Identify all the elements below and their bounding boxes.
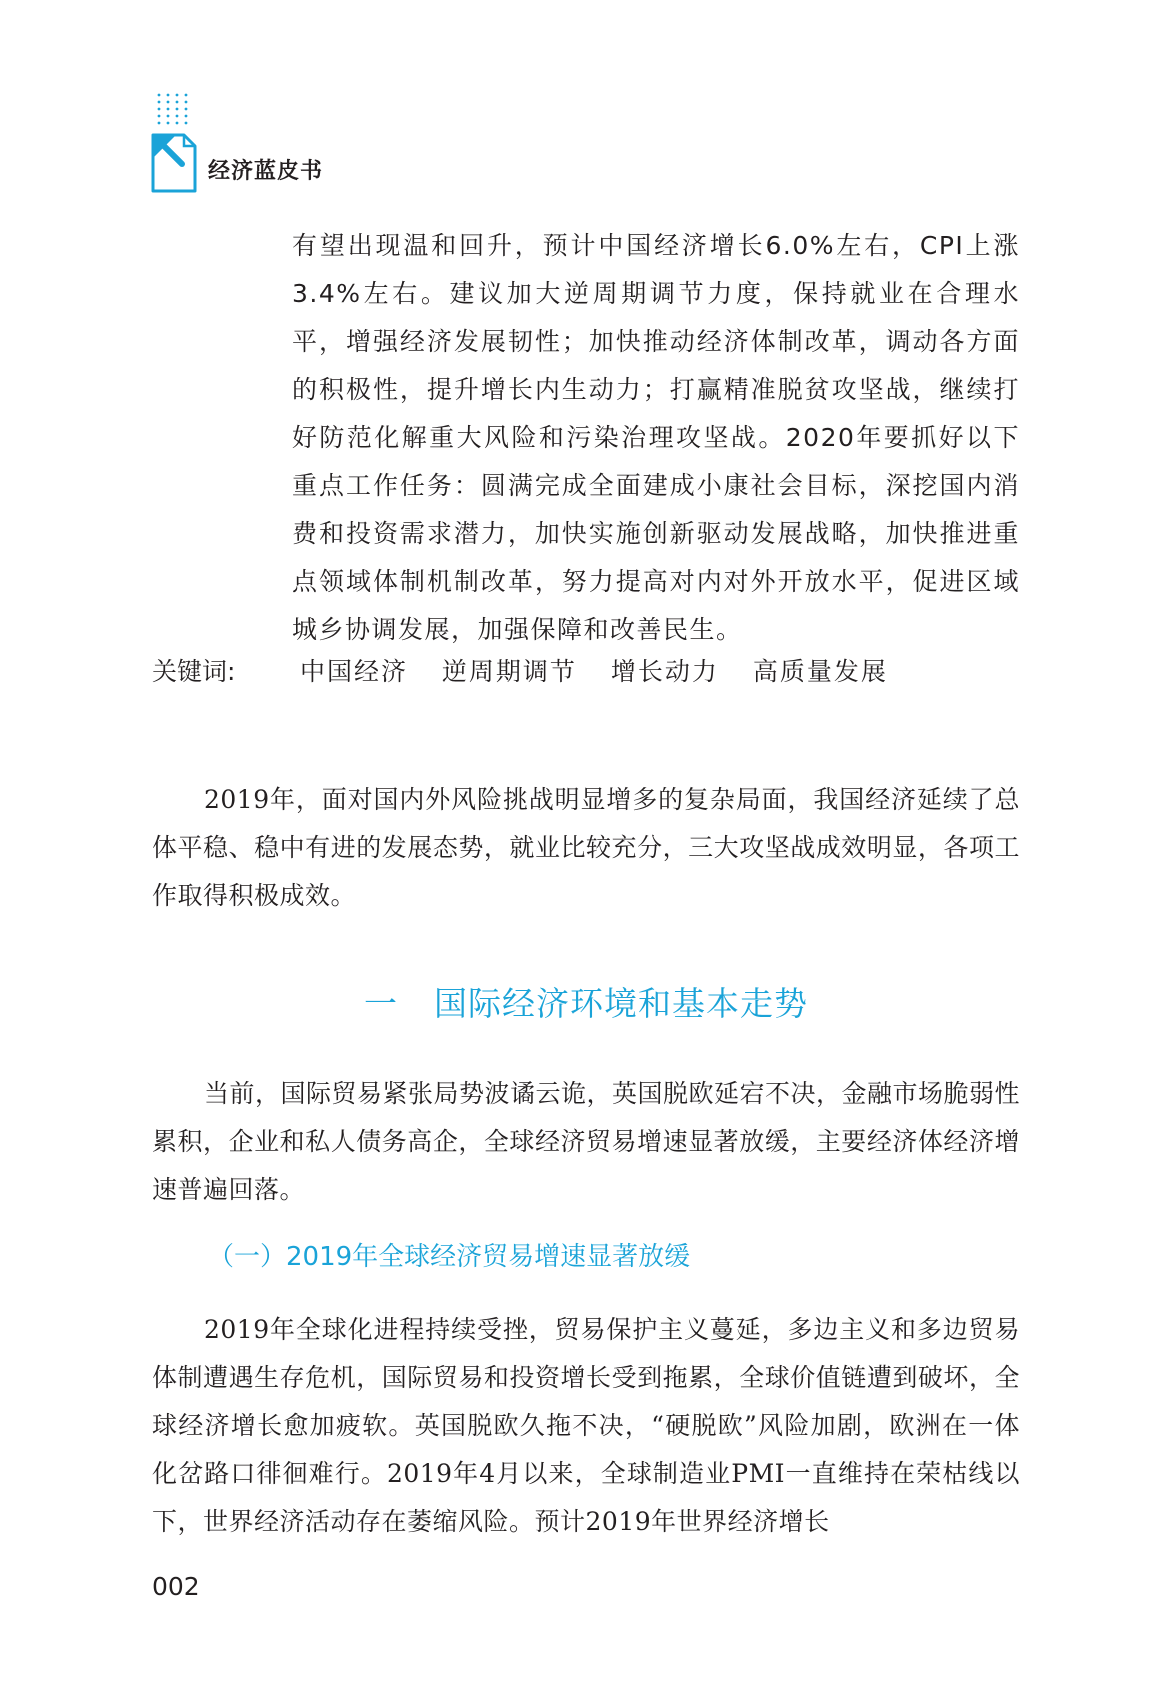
keyword-item: 增长动力 xyxy=(610,657,719,686)
section-heading xyxy=(152,978,1020,1025)
book-series-title: 经济蓝皮书 xyxy=(208,159,324,184)
book-logo-icon xyxy=(150,132,198,194)
subsection-paragraph: 2019年全球化进程持续受挫，贸易保护主义蔓延，多边主义和多边贸易体制遭遇生存危机，国际贸易和投资增长受到拖累，全球价值链遭到破坏，全球经济增长愈加疲软。英国脱欧久拖不决，“硬脱欧”风险加剧，欧洲在一体化岔路口徘徊难行。2019年4月以来，全球制造业PMI一直维持在荣枯线以下，世界经济活动存在萎缩风险。预计2019年世界经济增长 xyxy=(152,1315,1020,1536)
section-number: 一 xyxy=(364,984,398,1023)
keywords-line xyxy=(152,648,1032,696)
keyword-item: 中国经济 xyxy=(299,657,408,686)
dot-grid-icon xyxy=(156,92,192,130)
section-paragraph: 当前，国际贸易紧张局势波谲云诡，英国脱欧延宕不决，金融市场脆弱性累积，企业和私人债务高企，全球经济贸易增速显著放缓，主要经济体经济增速普遍回落。 xyxy=(152,1079,1021,1204)
page-number: 002 xyxy=(152,1572,200,1601)
section-title: 国际经济环境和基本走势 xyxy=(434,984,808,1023)
abstract-paragraph: 有望出现温和回升，预计中国经济增长6.0%左右，CPI上涨3.4%左右。建议加大逆周期调节力度，保持就业在合理水平，增强经济发展韧性；加快推动经济体制改革，调动各方面的积极性，提升增长内生动力；打赢精准脱贫攻坚战，继续打好防范化解重大风险和污染治理攻坚战。2020年要抓好以下重点工作任务：圆满完成全面建成小康社会目标，深挖国内消费和投资需求潜力，加快实施创新驱动发展战略，加快推进重点领域体制机制改革，努力提高对内对外开放水平，促进区域城乡协调发展，加强保障和改善民生。 xyxy=(292,231,1020,644)
keyword-item: 高质量发展 xyxy=(752,657,888,686)
keywords-label: 关键词: xyxy=(152,657,236,686)
subsection-heading: （一）2019年全球经济贸易增速显著放缓 xyxy=(208,1242,691,1272)
abstract-block xyxy=(292,222,1020,654)
keyword-item: 逆周期调节 xyxy=(441,657,577,686)
intro-paragraph: 2019年，面对国内外风险挑战明显增多的复杂局面，我国经济延续了总体平稳、稳中有进的发展态势，就业比较充分，三大攻坚战成效明显，各项工作取得积极成效。 xyxy=(152,785,1020,910)
running-header xyxy=(150,92,450,202)
